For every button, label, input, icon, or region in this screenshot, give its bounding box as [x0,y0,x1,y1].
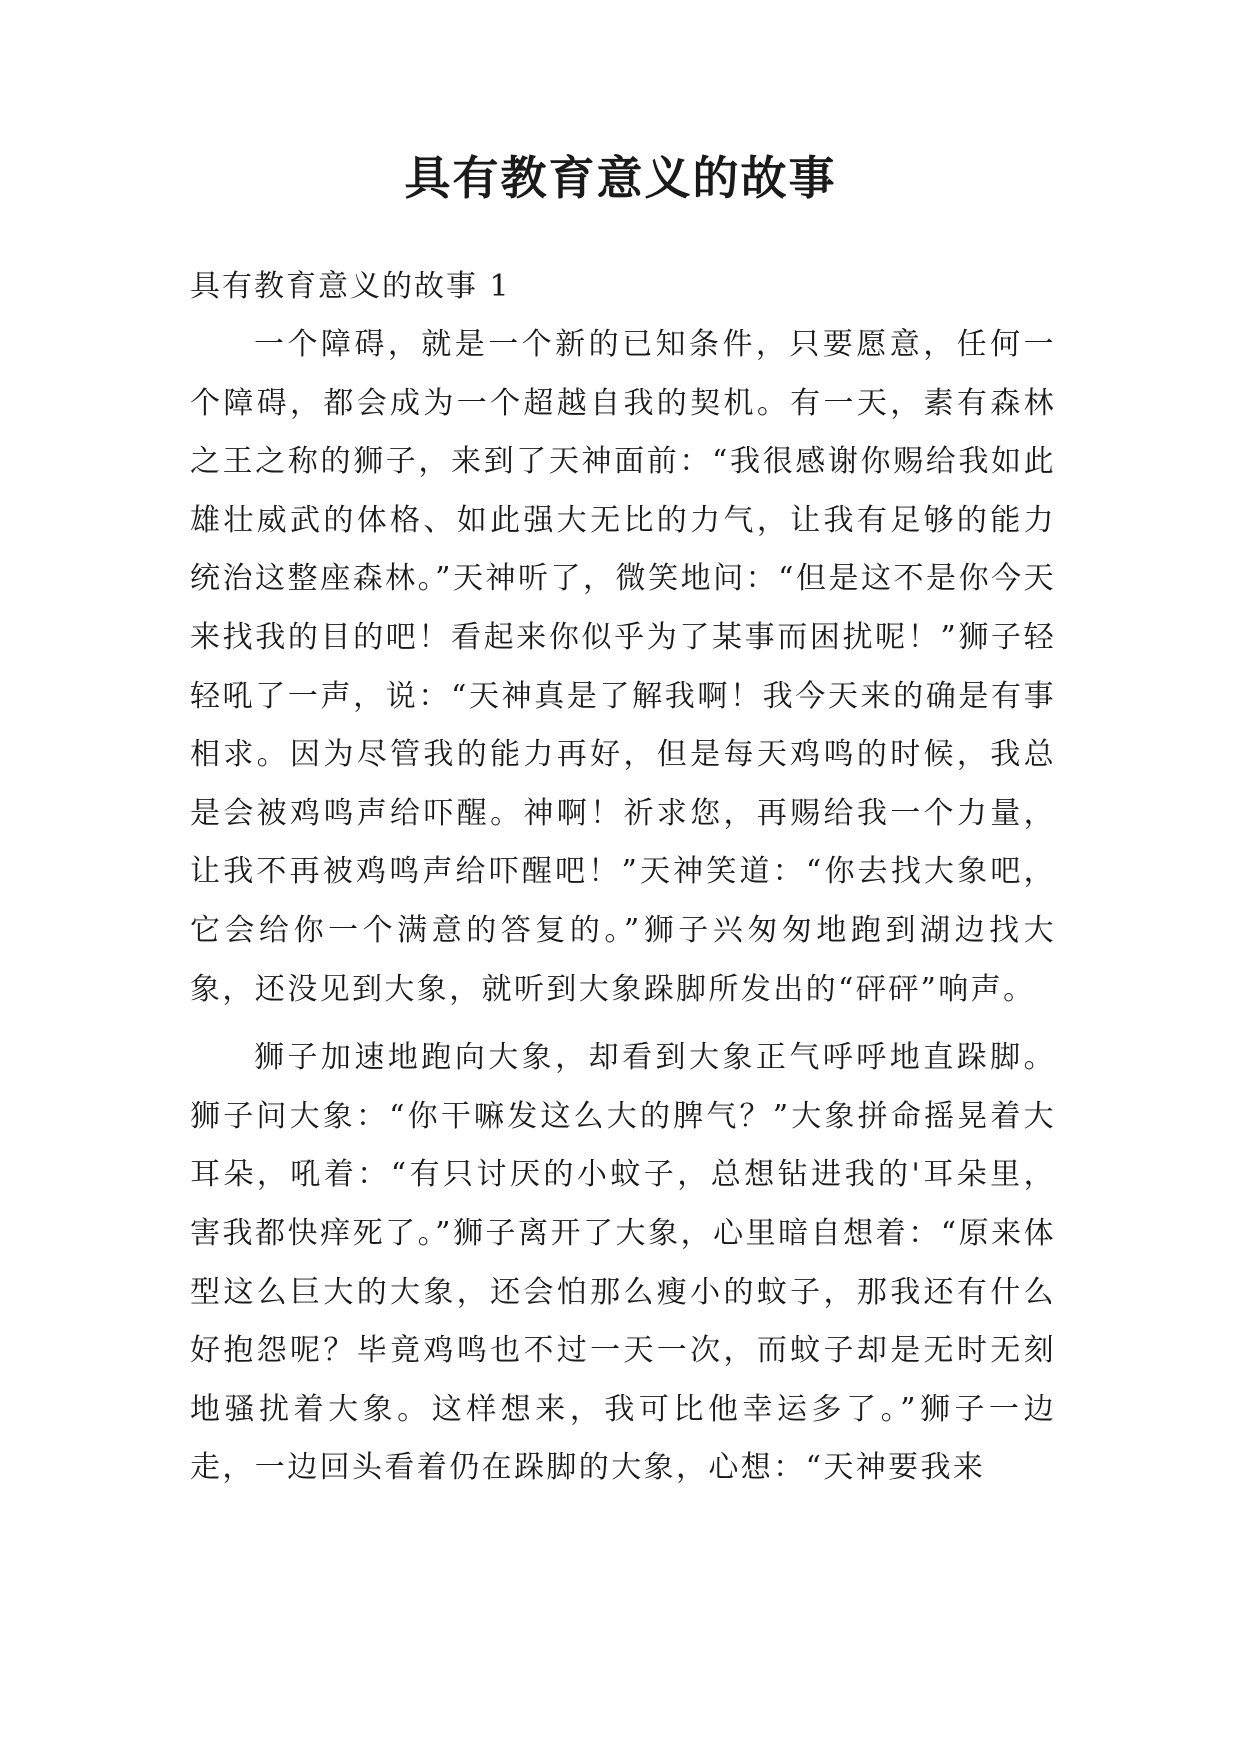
paragraph: 一个障碍，就是一个新的已知条件，只要愿意，任何一个障碍，都会成为一个超越自我的契机。有一天，素有森林之王之称的狮子，来到了天神面前：“我很感谢你赐给我如此雄壮威武的体格、如此强大无比的力气，让我有足够的能力统治这整座森林。”天神听了，微笑地问：“但是这不是你今天来找我的目的吧！看起来你似乎为了某事而困扰呢！”狮子轻轻吼了一声，说：“天神真是了解我啊！我今天来的确是有事相求。因为尽管我的能力再好，但是每天鸡鸣的时候，我总是会被鸡鸣声给吓醒。神啊！祈求您，再赐给我一个力量，让我不再被鸡鸣声给吓醒吧！”天神笑道：“你去找大象吧，它会给你一个满意的答复的。”狮子兴匆匆地跑到湖边找大象，还没见到大象，就听到大象跺脚所发出的“砰砰”响声。 [190,327,1056,1007]
paragraph: 狮子加速地跑向大象，却看到大象正气呼呼地直跺脚。狮子问大象：“你干嘛发这么大的脾气？”大象拼命摇晃着大耳朵，吼着：“有只讨厌的小蚊子，总想钻进我的'耳朵里，害我都快痒死了。”狮子离开了大象，心里暗自想着：“原来体型这么巨大的大象，还会怕那么瘦小的蚊子，那我还有什么好抱怨呢？毕竟鸡鸣也不过一天一次，而蚊子却是无时无刻地骚扰着大象。这样想来，我可比他幸运多了。”狮子一边走，一边回头看着仍在跺脚的大象，心想：“天神要我来 [190,1040,1056,1486]
section-heading: 具有教育意义的故事 1 [190,269,511,304]
document-body [190,258,1056,1498]
document-title: 具有教育意义的故事 [404,151,837,205]
